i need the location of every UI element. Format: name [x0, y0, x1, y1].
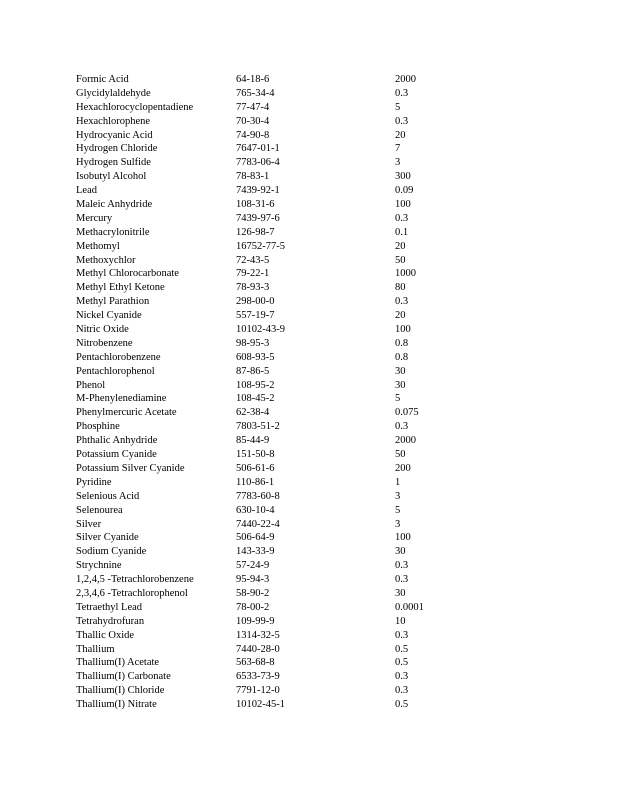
- cas-number: 765-34-4: [236, 87, 275, 99]
- table-row: [76, 629, 536, 643]
- table-row: [76, 518, 536, 532]
- chemical-name: Potassium Silver Cyanide: [76, 462, 185, 474]
- table-row: [76, 476, 536, 490]
- table-row: [76, 73, 536, 87]
- table-row: [76, 351, 536, 365]
- cas-number: 78-93-3: [236, 282, 270, 294]
- table-row: [76, 170, 536, 184]
- cas-number: 143-33-9: [236, 546, 275, 558]
- threshold-quantity: 5: [395, 101, 401, 113]
- chemical-name: Methyl Chlorocarbonate: [76, 268, 179, 280]
- cas-number: 7791-12-0: [236, 685, 280, 697]
- chemical-name: Methoxychlor: [76, 254, 136, 266]
- table-row: [76, 156, 536, 170]
- threshold-quantity: 20: [395, 129, 406, 141]
- table-row: [76, 365, 536, 379]
- chemical-name: Hexachlorophene: [76, 115, 151, 127]
- table-row: [76, 698, 536, 712]
- threshold-quantity: 100: [395, 532, 411, 544]
- chemical-name: Hydrocyanic Acid: [76, 129, 153, 141]
- table-row: [76, 531, 536, 545]
- cas-number: 608-93-5: [236, 351, 275, 363]
- threshold-quantity: 0.8: [395, 337, 409, 349]
- table-row: [76, 87, 536, 101]
- cas-number: 78-00-2: [236, 601, 270, 613]
- table-row: [76, 281, 536, 295]
- cas-number: 77-47-4: [236, 101, 270, 113]
- cas-number: 95-94-3: [236, 574, 270, 586]
- table-row: [76, 615, 536, 629]
- threshold-quantity: 0.3: [395, 671, 409, 683]
- chemical-name: Selenious Acid: [76, 490, 140, 502]
- chemical-name: Hydrogen Sulfide: [76, 157, 151, 169]
- table-row: [76, 254, 536, 268]
- table-row: [76, 115, 536, 129]
- threshold-quantity: 0.3: [395, 212, 409, 224]
- cas-number: 87-86-5: [236, 365, 270, 377]
- threshold-quantity: 80: [395, 282, 406, 294]
- cas-number: 557-19-7: [236, 310, 275, 322]
- threshold-quantity: 0.1: [395, 226, 409, 238]
- threshold-quantity: 200: [395, 462, 411, 474]
- threshold-quantity: 5: [395, 504, 401, 516]
- table-row: [76, 406, 536, 420]
- table-row: [76, 573, 536, 587]
- table-row: [76, 643, 536, 657]
- cas-number: 109-99-9: [236, 615, 275, 627]
- table-row: [76, 267, 536, 281]
- threshold-quantity: 100: [395, 199, 411, 211]
- chemical-name: Thallium: [76, 643, 115, 655]
- cas-number: 10102-45-1: [236, 699, 285, 711]
- threshold-quantity: 30: [395, 379, 406, 391]
- chemical-name: M-Phenylenediamine: [76, 393, 167, 405]
- cas-number: 506-64-9: [236, 532, 275, 544]
- threshold-quantity: 10: [395, 615, 406, 627]
- table-row: [76, 670, 536, 684]
- threshold-quantity: 1000: [395, 268, 416, 280]
- cas-number: 1314-32-5: [236, 629, 280, 641]
- cas-number: 6533-73-9: [236, 671, 280, 683]
- chemical-name: Pyridine: [76, 476, 112, 488]
- threshold-quantity: 3: [395, 157, 401, 169]
- threshold-quantity: 0.3: [395, 296, 409, 308]
- table-row: [76, 212, 536, 226]
- threshold-quantity: 2000: [395, 74, 416, 85]
- table-row: [76, 142, 536, 156]
- table-row: [76, 323, 536, 337]
- threshold-quantity: 0.3: [395, 421, 409, 433]
- table-row: [76, 684, 536, 698]
- cas-number: 108-31-6: [236, 199, 275, 211]
- chemical-name: Tetraethyl Lead: [76, 601, 143, 613]
- table-row: [76, 504, 536, 518]
- table-row: [76, 587, 536, 601]
- threshold-quantity: 20: [395, 240, 406, 252]
- cas-number: 58-90-2: [236, 587, 270, 599]
- threshold-quantity: 30: [395, 587, 406, 599]
- threshold-quantity: 3: [395, 490, 401, 502]
- cas-number: 98-95-3: [236, 337, 270, 349]
- cas-number: 7783-06-4: [236, 157, 280, 169]
- threshold-quantity: 5: [395, 393, 401, 405]
- chemical-name: Pentachlorophenol: [76, 365, 155, 377]
- cas-number: 108-45-2: [236, 393, 275, 405]
- cas-number: 72-43-5: [236, 254, 270, 266]
- cas-number: 7439-92-1: [236, 185, 280, 197]
- cas-number: 563-68-8: [236, 657, 275, 669]
- chemical-name: Tetrahydrofuran: [76, 615, 145, 627]
- threshold-quantity: 7: [395, 143, 401, 155]
- chemical-name: Selenourea: [76, 504, 123, 516]
- chemical-name: Maleic Anhydride: [76, 199, 153, 211]
- threshold-quantity: 0.3: [395, 629, 409, 641]
- threshold-quantity: 0.0001: [395, 601, 424, 613]
- chemical-name: Sodium Cyanide: [76, 546, 147, 558]
- table-row: [76, 490, 536, 504]
- chemical-name: Methyl Ethyl Ketone: [76, 282, 165, 294]
- chemical-name: Methyl Parathion: [76, 296, 150, 308]
- chemical-table: [76, 73, 536, 712]
- chemical-name: Silver: [76, 518, 102, 530]
- chemical-name: Phthalic Anhydride: [76, 435, 158, 447]
- cas-number: 126-98-7: [236, 226, 275, 238]
- threshold-quantity: 300: [395, 171, 411, 183]
- cas-number: 7783-60-8: [236, 490, 280, 502]
- threshold-quantity: 1: [395, 476, 401, 488]
- threshold-quantity: 0.5: [395, 657, 409, 669]
- chemical-name: Thallic Oxide: [76, 629, 135, 641]
- table-row: [76, 184, 536, 198]
- chemical-name: Thallium(I) Nitrate: [76, 699, 157, 711]
- chemical-name: Thallium(I) Carbonate: [76, 671, 171, 683]
- chemical-name: Strychnine: [76, 560, 122, 572]
- table-row: [76, 545, 536, 559]
- chemical-name: Isobutyl Alcohol: [76, 171, 147, 183]
- table-row: [76, 434, 536, 448]
- chemical-name: Methacrylonitrile: [76, 226, 150, 238]
- threshold-quantity: 2000: [395, 435, 416, 447]
- chemical-name: Silver Cyanide: [76, 532, 139, 544]
- table-row: [76, 337, 536, 351]
- table-row: [76, 559, 536, 573]
- table-row: [76, 309, 536, 323]
- threshold-quantity: 0.3: [395, 115, 409, 127]
- chemical-name: Phenol: [76, 379, 106, 391]
- threshold-quantity: 0.09: [395, 185, 414, 197]
- chemical-name: Lead: [76, 185, 97, 197]
- chemical-name: Nickel Cyanide: [76, 310, 142, 322]
- threshold-quantity: 0.075: [395, 407, 419, 419]
- cas-number: 62-38-4: [236, 407, 270, 419]
- table-row: [76, 379, 536, 393]
- cas-number: 108-95-2: [236, 379, 275, 391]
- chemical-name: Formic Acid: [76, 74, 129, 85]
- threshold-quantity: 0.3: [395, 87, 409, 99]
- cas-number: 630-10-4: [236, 504, 275, 516]
- threshold-quantity: 0.5: [395, 699, 409, 711]
- cas-number: 79-22-1: [236, 268, 270, 280]
- chemical-name: Phosphine: [76, 421, 120, 433]
- chemical-name: 2,3,4,6 -Tetrachlorophenol: [76, 587, 188, 599]
- threshold-quantity: 50: [395, 449, 406, 461]
- threshold-quantity: 3: [395, 518, 401, 530]
- cas-number: 64-18-6: [236, 74, 270, 85]
- cas-number: 57-24-9: [236, 560, 270, 572]
- table-row: [76, 392, 536, 406]
- chemical-name: Hydrogen Chloride: [76, 143, 158, 155]
- cas-number: 7440-28-0: [236, 643, 280, 655]
- threshold-quantity: 30: [395, 546, 406, 558]
- cas-number: 7647-01-1: [236, 143, 280, 155]
- chemical-name: 1,2,4,5 -Tetrachlorobenzene: [76, 574, 194, 586]
- chemical-name: Glycidylaldehyde: [76, 87, 151, 99]
- table-row: [76, 601, 536, 615]
- threshold-quantity: 0.5: [395, 643, 409, 655]
- table-row: [76, 101, 536, 115]
- cas-number: 78-83-1: [236, 171, 270, 183]
- chemical-name: Phenylmercuric Acetate: [76, 407, 177, 419]
- chemical-name: Thallium(I) Acetate: [76, 657, 160, 669]
- cas-number: 7440-22-4: [236, 518, 280, 530]
- cas-number: 110-86-1: [236, 476, 275, 488]
- cas-number: 151-50-8: [236, 449, 275, 461]
- threshold-quantity: 0.3: [395, 574, 409, 586]
- table-row: [76, 198, 536, 212]
- table-row: [76, 295, 536, 309]
- cas-number: 85-44-9: [236, 435, 270, 447]
- chemical-name: Pentachlorobenzene: [76, 351, 161, 363]
- chemical-name: Hexachlorocyclopentadiene: [76, 101, 194, 113]
- cas-number: 10102-43-9: [236, 324, 285, 336]
- table-row: [76, 420, 536, 434]
- chemical-name: Nitric Oxide: [76, 324, 129, 336]
- cas-number: 74-90-8: [236, 129, 270, 141]
- table-row: [76, 448, 536, 462]
- threshold-quantity: 100: [395, 324, 411, 336]
- cas-number: 70-30-4: [236, 115, 270, 127]
- table-row: [76, 240, 536, 254]
- cas-number: 16752-77-5: [236, 240, 285, 252]
- table-row: [76, 656, 536, 670]
- cas-number: 298-00-0: [236, 296, 275, 308]
- cas-number: 506-61-6: [236, 462, 275, 474]
- table-row: [76, 462, 536, 476]
- threshold-quantity: 0.8: [395, 351, 409, 363]
- chemical-name: Methomyl: [76, 240, 120, 252]
- cas-number: 7803-51-2: [236, 421, 280, 433]
- table-row: [76, 226, 536, 240]
- chemical-name: Mercury: [76, 212, 113, 224]
- table-row: [76, 129, 536, 143]
- threshold-quantity: 0.3: [395, 685, 409, 697]
- threshold-quantity: 30: [395, 365, 406, 377]
- chemical-name: Potassium Cyanide: [76, 449, 157, 461]
- threshold-quantity: 20: [395, 310, 406, 322]
- chemical-name: Nitrobenzene: [76, 337, 133, 349]
- threshold-quantity: 0.3: [395, 560, 409, 572]
- threshold-quantity: 50: [395, 254, 406, 266]
- cas-number: 7439-97-6: [236, 212, 280, 224]
- chemical-name: Thallium(I) Chloride: [76, 685, 165, 697]
